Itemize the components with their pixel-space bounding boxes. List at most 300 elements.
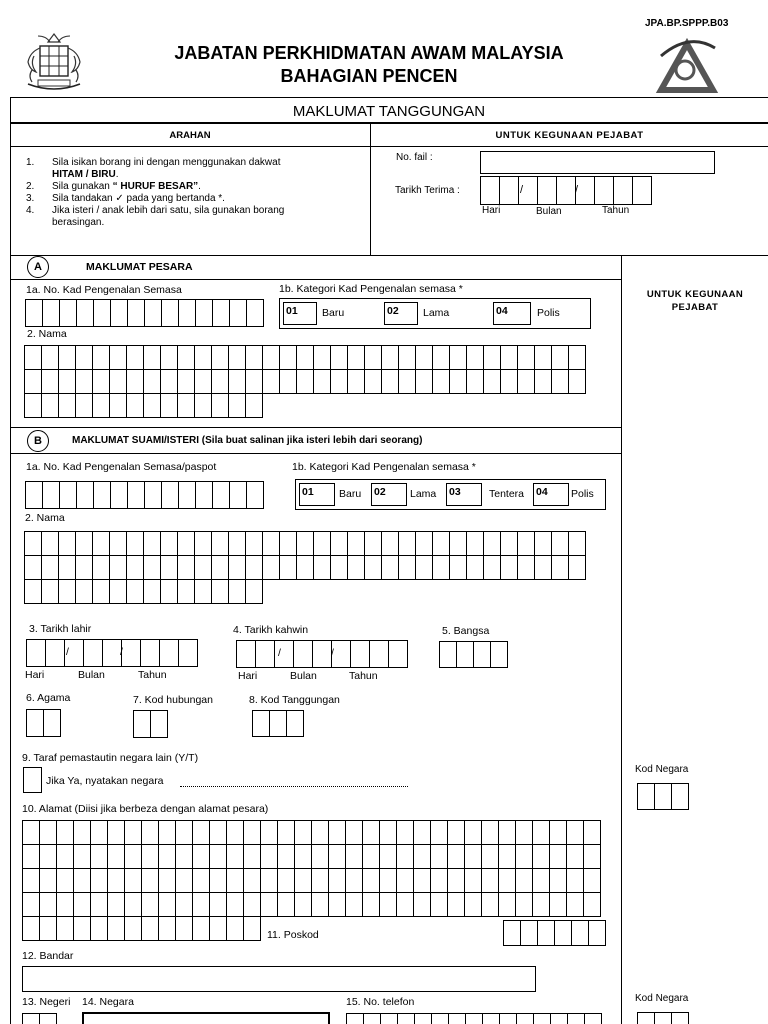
char-box[interactable] (448, 821, 465, 845)
char-box[interactable] (59, 580, 76, 604)
char-box[interactable] (280, 346, 297, 370)
char-box[interactable] (567, 845, 584, 869)
char-box[interactable] (518, 532, 535, 556)
char-box[interactable] (76, 394, 93, 418)
char-box[interactable] (432, 1014, 449, 1024)
char-box[interactable] (246, 394, 263, 418)
char-box[interactable] (518, 346, 535, 370)
b-category-polis-checkbox[interactable]: 04 (533, 483, 569, 506)
char-box[interactable] (484, 346, 501, 370)
b-race-field[interactable] (439, 641, 508, 668)
char-box[interactable] (533, 845, 550, 869)
char-box[interactable] (348, 532, 365, 556)
char-box[interactable] (431, 869, 448, 893)
char-box[interactable] (74, 869, 91, 893)
char-box[interactable] (110, 532, 127, 556)
char-box[interactable] (550, 893, 567, 917)
char-box[interactable] (93, 370, 110, 394)
char-box[interactable] (127, 556, 144, 580)
char-box[interactable] (144, 370, 161, 394)
char-box[interactable] (144, 556, 161, 580)
char-box[interactable] (210, 893, 227, 917)
char-box[interactable] (500, 1014, 517, 1024)
char-box[interactable] (125, 869, 142, 893)
char-box[interactable] (312, 821, 329, 845)
b-category-baru-checkbox[interactable]: 01 (299, 483, 335, 506)
char-box[interactable] (329, 869, 346, 893)
char-box[interactable] (263, 346, 280, 370)
char-box[interactable] (280, 370, 297, 394)
char-box[interactable] (516, 893, 533, 917)
char-box[interactable] (448, 869, 465, 893)
char-box[interactable] (499, 845, 516, 869)
b-residence-field[interactable] (23, 767, 42, 793)
char-box[interactable] (108, 917, 125, 941)
char-box[interactable] (346, 821, 363, 845)
char-box[interactable] (431, 821, 448, 845)
char-box[interactable] (501, 346, 518, 370)
char-box[interactable] (535, 370, 552, 394)
char-box[interactable] (110, 370, 127, 394)
char-box[interactable] (127, 532, 144, 556)
char-box[interactable] (533, 869, 550, 893)
b-state-field[interactable] (22, 1013, 57, 1024)
char-box[interactable] (552, 346, 569, 370)
char-box[interactable] (246, 370, 263, 394)
char-box[interactable] (450, 370, 467, 394)
char-box[interactable] (569, 346, 586, 370)
char-box[interactable] (569, 556, 586, 580)
char-box[interactable] (57, 845, 74, 869)
char-box[interactable] (91, 893, 108, 917)
a-category-polis-checkbox[interactable]: 04 (493, 302, 531, 325)
char-box[interactable] (365, 532, 382, 556)
char-box[interactable] (40, 917, 57, 941)
char-box[interactable] (229, 370, 246, 394)
char-box[interactable] (534, 1014, 551, 1024)
char-box[interactable] (193, 845, 210, 869)
char-box[interactable] (212, 580, 229, 604)
char-box[interactable] (229, 556, 246, 580)
char-box[interactable] (23, 893, 40, 917)
char-box[interactable] (382, 556, 399, 580)
char-box[interactable] (161, 580, 178, 604)
char-box[interactable] (518, 370, 535, 394)
char-box[interactable] (278, 845, 295, 869)
char-box[interactable] (161, 394, 178, 418)
char-box[interactable] (76, 532, 93, 556)
char-box[interactable] (178, 394, 195, 418)
char-box[interactable] (550, 845, 567, 869)
char-box[interactable] (380, 845, 397, 869)
char-box[interactable] (346, 845, 363, 869)
char-box[interactable] (178, 556, 195, 580)
char-box[interactable] (363, 893, 380, 917)
char-box[interactable] (261, 821, 278, 845)
char-box[interactable] (329, 821, 346, 845)
char-box[interactable] (278, 821, 295, 845)
char-box[interactable] (280, 556, 297, 580)
char-box[interactable] (229, 346, 246, 370)
char-box[interactable] (25, 346, 42, 370)
a-category-lama-checkbox[interactable]: 02 (384, 302, 418, 325)
char-box[interactable] (535, 556, 552, 580)
char-box[interactable] (159, 893, 176, 917)
char-box[interactable] (176, 845, 193, 869)
char-box[interactable] (297, 370, 314, 394)
char-box[interactable] (42, 556, 59, 580)
char-box[interactable] (195, 556, 212, 580)
char-box[interactable] (567, 869, 584, 893)
char-box[interactable] (399, 346, 416, 370)
char-box[interactable] (195, 346, 212, 370)
char-box[interactable] (227, 869, 244, 893)
char-box[interactable] (516, 845, 533, 869)
char-box[interactable] (397, 845, 414, 869)
char-box[interactable] (178, 370, 195, 394)
char-box[interactable] (91, 845, 108, 869)
char-box[interactable] (142, 917, 159, 941)
char-box[interactable] (517, 1014, 534, 1024)
char-box[interactable] (431, 845, 448, 869)
char-box[interactable] (482, 893, 499, 917)
char-box[interactable] (212, 532, 229, 556)
char-box[interactable] (484, 370, 501, 394)
char-box[interactable] (467, 532, 484, 556)
char-box[interactable] (195, 370, 212, 394)
char-box[interactable] (569, 370, 586, 394)
char-box[interactable] (23, 845, 40, 869)
char-box[interactable] (297, 556, 314, 580)
char-box[interactable] (125, 893, 142, 917)
b-country-field[interactable] (82, 1012, 330, 1024)
char-box[interactable] (23, 869, 40, 893)
char-box[interactable] (465, 893, 482, 917)
a-category-baru-checkbox[interactable]: 01 (283, 302, 317, 325)
char-box[interactable] (314, 346, 331, 370)
char-box[interactable] (365, 346, 382, 370)
a-ic-number-field[interactable] (25, 299, 264, 327)
char-box[interactable] (57, 893, 74, 917)
char-box[interactable] (127, 370, 144, 394)
char-box[interactable] (431, 893, 448, 917)
char-box[interactable] (144, 394, 161, 418)
char-box[interactable] (450, 532, 467, 556)
char-box[interactable] (229, 394, 246, 418)
char-box[interactable] (331, 370, 348, 394)
char-box[interactable] (414, 893, 431, 917)
a-name-field[interactable] (24, 345, 586, 418)
char-box[interactable] (176, 821, 193, 845)
char-box[interactable] (584, 821, 601, 845)
char-box[interactable] (365, 556, 382, 580)
char-box[interactable] (25, 580, 42, 604)
char-box[interactable] (550, 869, 567, 893)
received-date-field[interactable] (480, 176, 652, 205)
b-religion-field[interactable] (26, 709, 61, 737)
char-box[interactable] (57, 869, 74, 893)
char-box[interactable] (261, 893, 278, 917)
char-box[interactable] (127, 580, 144, 604)
char-box[interactable] (144, 346, 161, 370)
char-box[interactable] (295, 893, 312, 917)
char-box[interactable] (295, 845, 312, 869)
char-box[interactable] (263, 370, 280, 394)
char-box[interactable] (108, 869, 125, 893)
char-box[interactable] (482, 869, 499, 893)
char-box[interactable] (74, 893, 91, 917)
char-box[interactable] (159, 821, 176, 845)
char-box[interactable] (465, 821, 482, 845)
char-box[interactable] (518, 556, 535, 580)
char-box[interactable] (584, 869, 601, 893)
char-box[interactable] (482, 821, 499, 845)
char-box[interactable] (144, 532, 161, 556)
char-box[interactable] (365, 370, 382, 394)
char-box[interactable] (567, 821, 584, 845)
char-box[interactable] (59, 556, 76, 580)
char-box[interactable] (142, 869, 159, 893)
char-box[interactable] (397, 869, 414, 893)
char-box[interactable] (584, 845, 601, 869)
char-box[interactable] (568, 1014, 585, 1024)
char-box[interactable] (584, 893, 601, 917)
char-box[interactable] (484, 556, 501, 580)
char-box[interactable] (23, 821, 40, 845)
char-box[interactable] (25, 532, 42, 556)
char-box[interactable] (414, 869, 431, 893)
char-box[interactable] (210, 845, 227, 869)
char-box[interactable] (42, 532, 59, 556)
char-box[interactable] (535, 346, 552, 370)
char-box[interactable] (433, 556, 450, 580)
char-box[interactable] (416, 556, 433, 580)
char-box[interactable] (74, 917, 91, 941)
char-box[interactable] (91, 821, 108, 845)
char-box[interactable] (176, 917, 193, 941)
char-box[interactable] (414, 821, 431, 845)
char-box[interactable] (227, 845, 244, 869)
char-box[interactable] (59, 370, 76, 394)
char-box[interactable] (193, 821, 210, 845)
char-box[interactable] (465, 845, 482, 869)
char-box[interactable] (40, 821, 57, 845)
char-box[interactable] (263, 532, 280, 556)
char-box[interactable] (159, 917, 176, 941)
char-box[interactable] (380, 821, 397, 845)
char-box[interactable] (450, 346, 467, 370)
char-box[interactable] (348, 370, 365, 394)
char-box[interactable] (25, 556, 42, 580)
char-box[interactable] (93, 346, 110, 370)
char-box[interactable] (397, 893, 414, 917)
char-box[interactable] (193, 917, 210, 941)
char-box[interactable] (57, 917, 74, 941)
char-box[interactable] (433, 532, 450, 556)
char-box[interactable] (314, 556, 331, 580)
char-box[interactable] (348, 556, 365, 580)
char-box[interactable] (533, 821, 550, 845)
char-box[interactable] (42, 346, 59, 370)
char-box[interactable] (212, 346, 229, 370)
b-postcode-field[interactable] (503, 920, 606, 946)
char-box[interactable] (448, 893, 465, 917)
char-box[interactable] (414, 845, 431, 869)
char-box[interactable] (535, 532, 552, 556)
char-box[interactable] (227, 893, 244, 917)
char-box[interactable] (108, 821, 125, 845)
char-box[interactable] (244, 845, 261, 869)
char-box[interactable] (482, 845, 499, 869)
b-dependant-field[interactable] (252, 710, 304, 737)
char-box[interactable] (261, 845, 278, 869)
char-box[interactable] (399, 532, 416, 556)
char-box[interactable] (59, 532, 76, 556)
char-box[interactable] (416, 346, 433, 370)
char-box[interactable] (466, 1014, 483, 1024)
char-box[interactable] (331, 556, 348, 580)
char-box[interactable] (261, 869, 278, 893)
char-box[interactable] (347, 1014, 364, 1024)
char-box[interactable] (42, 394, 59, 418)
char-box[interactable] (59, 394, 76, 418)
char-box[interactable] (382, 346, 399, 370)
char-box[interactable] (91, 917, 108, 941)
b-relation-field[interactable] (133, 710, 168, 738)
char-box[interactable] (329, 893, 346, 917)
char-box[interactable] (499, 893, 516, 917)
char-box[interactable] (244, 869, 261, 893)
char-box[interactable] (382, 370, 399, 394)
char-box[interactable] (363, 821, 380, 845)
char-box[interactable] (161, 346, 178, 370)
char-box[interactable] (501, 370, 518, 394)
char-box[interactable] (550, 821, 567, 845)
b-category-tentera-checkbox[interactable]: 03 (446, 483, 482, 506)
char-box[interactable] (110, 580, 127, 604)
char-box[interactable] (416, 532, 433, 556)
b-marriage-date-field[interactable] (236, 640, 408, 668)
char-box[interactable] (142, 845, 159, 869)
char-box[interactable] (382, 532, 399, 556)
char-box[interactable] (40, 845, 57, 869)
char-box[interactable] (161, 532, 178, 556)
char-box[interactable] (314, 370, 331, 394)
char-box[interactable] (295, 821, 312, 845)
char-box[interactable] (210, 917, 227, 941)
char-box[interactable] (93, 556, 110, 580)
char-box[interactable] (176, 869, 193, 893)
char-box[interactable] (108, 893, 125, 917)
char-box[interactable] (76, 556, 93, 580)
b-ic-number-field[interactable] (25, 481, 264, 509)
char-box[interactable] (195, 532, 212, 556)
char-box[interactable] (467, 556, 484, 580)
char-box[interactable] (227, 917, 244, 941)
char-box[interactable] (142, 893, 159, 917)
char-box[interactable] (312, 893, 329, 917)
char-box[interactable] (76, 370, 93, 394)
char-box[interactable] (76, 346, 93, 370)
char-box[interactable] (348, 346, 365, 370)
char-box[interactable] (465, 869, 482, 893)
char-box[interactable] (246, 580, 263, 604)
char-box[interactable] (433, 370, 450, 394)
char-box[interactable] (210, 821, 227, 845)
char-box[interactable] (467, 370, 484, 394)
char-box[interactable] (331, 346, 348, 370)
char-box[interactable] (415, 1014, 432, 1024)
char-box[interactable] (178, 580, 195, 604)
b-phone-field[interactable] (346, 1013, 602, 1024)
char-box[interactable] (433, 346, 450, 370)
char-box[interactable] (127, 346, 144, 370)
char-box[interactable] (246, 346, 263, 370)
char-box[interactable] (329, 845, 346, 869)
char-box[interactable] (280, 532, 297, 556)
char-box[interactable] (229, 580, 246, 604)
char-box[interactable] (74, 845, 91, 869)
char-box[interactable] (42, 580, 59, 604)
char-box[interactable] (363, 869, 380, 893)
char-box[interactable] (142, 821, 159, 845)
char-box[interactable] (278, 893, 295, 917)
char-box[interactable] (246, 532, 263, 556)
char-box[interactable] (40, 869, 57, 893)
char-box[interactable] (74, 821, 91, 845)
char-box[interactable] (484, 532, 501, 556)
char-box[interactable] (501, 532, 518, 556)
char-box[interactable] (23, 917, 40, 941)
char-box[interactable] (93, 532, 110, 556)
char-box[interactable] (244, 917, 261, 941)
char-box[interactable] (144, 580, 161, 604)
char-box[interactable] (59, 346, 76, 370)
char-box[interactable] (448, 845, 465, 869)
char-box[interactable] (399, 370, 416, 394)
char-box[interactable] (312, 869, 329, 893)
char-box[interactable] (91, 869, 108, 893)
char-box[interactable] (380, 893, 397, 917)
char-box[interactable] (125, 821, 142, 845)
char-box[interactable] (193, 869, 210, 893)
char-box[interactable] (346, 869, 363, 893)
char-box[interactable] (210, 869, 227, 893)
b-residence-country-line[interactable] (180, 786, 408, 787)
char-box[interactable] (125, 845, 142, 869)
char-box[interactable] (501, 556, 518, 580)
char-box[interactable] (314, 532, 331, 556)
char-box[interactable] (567, 893, 584, 917)
char-box[interactable] (499, 821, 516, 845)
char-box[interactable] (25, 370, 42, 394)
char-box[interactable] (212, 394, 229, 418)
char-box[interactable] (193, 893, 210, 917)
char-box[interactable] (516, 821, 533, 845)
char-box[interactable] (331, 532, 348, 556)
char-box[interactable] (212, 556, 229, 580)
char-box[interactable] (263, 556, 280, 580)
char-box[interactable] (127, 394, 144, 418)
b-dob-field[interactable] (26, 639, 198, 667)
char-box[interactable] (278, 869, 295, 893)
char-box[interactable] (552, 556, 569, 580)
char-box[interactable] (110, 394, 127, 418)
char-box[interactable] (178, 346, 195, 370)
b-city-field[interactable] (22, 966, 536, 992)
char-box[interactable] (227, 821, 244, 845)
char-box[interactable] (195, 394, 212, 418)
